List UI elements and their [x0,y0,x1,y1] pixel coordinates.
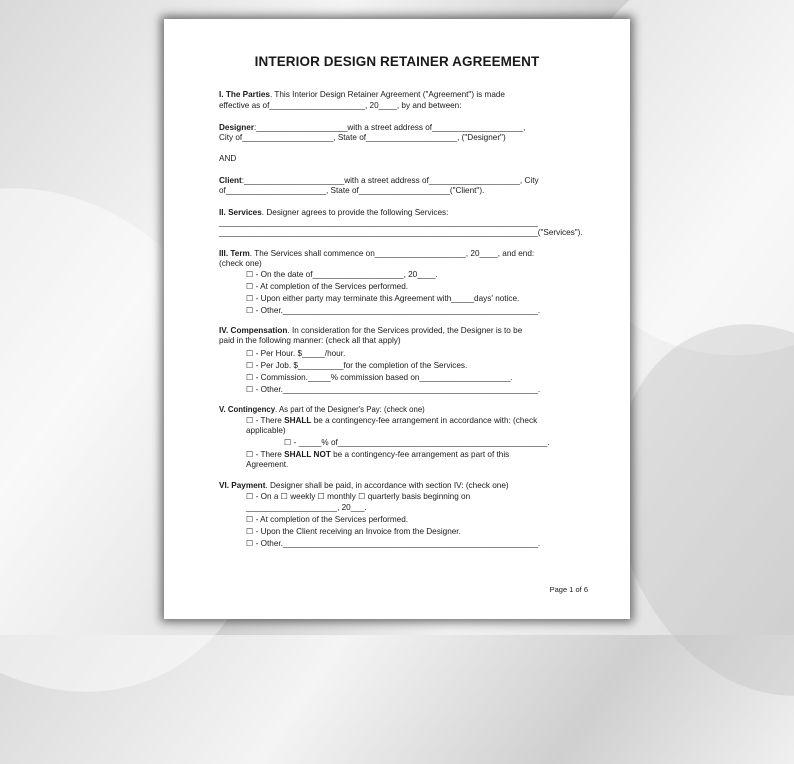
term-text: . The Services shall commence on____________________, 20____, and end: [249,249,535,258]
contingency-shall-not-option[interactable] [246,450,509,460]
page-number: Page 1 of 6 [549,585,588,594]
compensation-option[interactable]: ☐ - Other.________________________________________________________. [246,385,541,394]
contingency-shall-text: be a contingency-fee arrangement in accordance with: (check [311,416,538,425]
payment-date-line: ____________________, 20___. [246,503,367,512]
term-option[interactable]: ☐ - Other.________________________________________________________. [246,306,541,315]
document-page [164,19,630,619]
designer-label: Designer [219,123,255,132]
and-text: AND [219,154,237,163]
contingency-shall-line-2: applicable) [246,426,286,435]
compensation-line-2: paid in the following manner: (check all that apply) [219,336,401,345]
term-option[interactable]: ☐ - At completion of the Services performed. [246,282,409,291]
client-text: :______________________with a street address of____________________, City [241,176,539,185]
contingency-percentage-option[interactable]: ☐ - _____% of______________________________________________. [284,438,550,447]
services-text: . Designer agrees to provide the following Services: [261,208,449,217]
contingency-shall-not-bold: SHALL NOT [284,450,331,459]
compensation-text: . In consideration for the Services provided, the Designer is to be [287,326,523,335]
compensation-heading: IV. Compensation [219,326,288,335]
payment-heading: VI. Payment [219,481,266,490]
parties-line-1 [219,90,505,100]
payment-text: . Designer shall be paid, in accordance with section IV: (check one) [265,481,509,490]
contingency-text: . As part of the Designer's Pay: (check one) [275,405,425,414]
payment-option[interactable]: ☐ - Other.________________________________________________________. [246,539,541,548]
contingency-shall-not-prefix: ☐ - There [246,450,285,459]
parties-heading: I. The Parties [219,90,270,99]
compensation-line-1 [219,326,522,336]
contingency-shall-prefix: ☐ - There [246,416,285,425]
payment-option[interactable]: ☐ - On a ☐ weekly ☐ monthly ☐ quarterly basis beginning on [246,492,471,501]
parties-line-2: effective as of_____________________, 20____, by and between: [219,101,462,110]
contingency-shall-not-text: be a contingency-fee arrangement as part of this [330,450,510,459]
term-line-1 [219,249,534,259]
parties-text: . This Interior Design Retainer Agreement ("Agreement") is made [269,90,505,99]
contingency-shall-not-line-2: Agreement. [246,460,289,469]
designer-line-2: City of____________________, State of____________________, ("Designer") [219,133,506,142]
document-title: INTERIOR DESIGN RETAINER AGREEMENT [254,54,540,69]
designer-line-1 [219,123,525,133]
client-line-1 [219,176,539,186]
services-line-2: ______________________________________________________________________ [219,218,538,227]
term-line-2: (check one) [219,259,262,268]
services-line-1 [219,208,448,218]
designer-text: :____________________with a street address of____________________, [254,123,526,132]
contingency-shall-option[interactable] [246,416,537,426]
client-line-2: of______________________, State of____________________("Client"). [219,186,485,195]
services-line-3: ______________________________________________________________________("Services"). [219,228,583,237]
client-label: Client [219,176,242,185]
contingency-line-1 [219,405,425,415]
term-option[interactable]: ☐ - Upon either party may terminate this Agreement with_____days' notice. [246,294,520,303]
compensation-option[interactable]: ☐ - Per Job. $__________for the completion of the Services. [246,361,468,370]
payment-option[interactable]: ☐ - Upon the Client receiving an Invoice from the Designer. [246,527,461,536]
compensation-option[interactable]: ☐ - Per Hour. $_____/hour. [246,349,346,358]
contingency-heading: V. Contingency [219,405,276,414]
term-heading: III. Term [219,249,250,258]
payment-line-1 [219,481,509,491]
contingency-shall-bold: SHALL [284,416,312,425]
term-option[interactable]: ☐ - On the date of____________________, 20____. [246,270,438,279]
compensation-option[interactable]: ☐ - Commission._____% commission based on____________________. [246,373,513,382]
services-heading: II. Services [219,208,262,217]
payment-option[interactable]: ☐ - At completion of the Services performed. [246,515,409,524]
